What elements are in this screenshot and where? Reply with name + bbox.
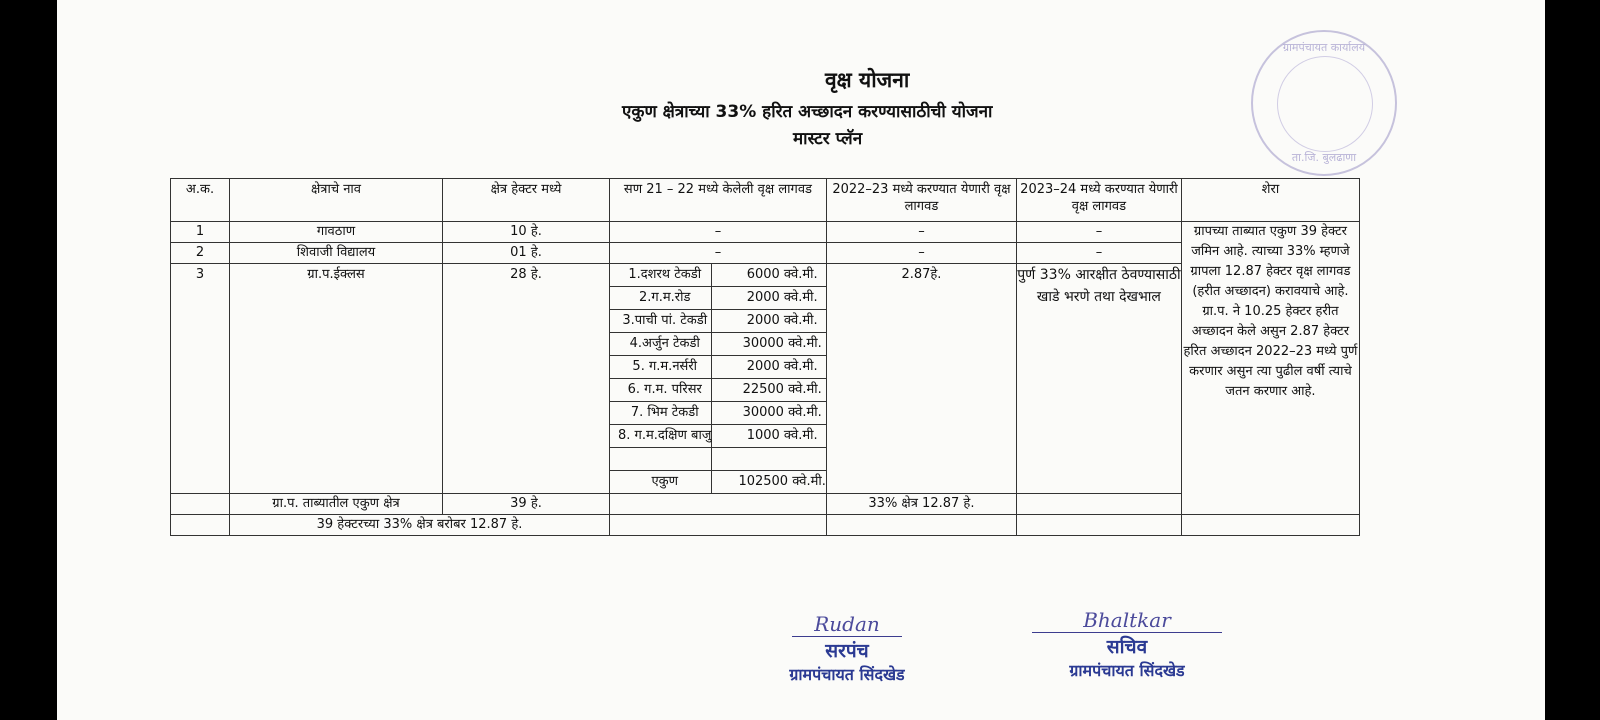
plantation-total-value: 102500 क्वे.मी.: [712, 471, 826, 494]
plantation-place: 8. ग.म.दक्षिण बाजु: [610, 425, 712, 448]
header-2023-24: 2023–24 मध्ये करण्यात येणारी वृक्ष लागवड: [1016, 179, 1181, 222]
table-row: [171, 515, 1360, 536]
office-seal: ग्रामपंचायत कार्यालय ता.जि. बुलढाणा: [1251, 30, 1397, 176]
table-row: 1 गावठाण 10 हे. – – – ग्रापच्या ताब्यात एकुण 39 हेक्टर जमिन आहे. त्याच्या 33% म्हणजे ग्रापला 12.87 हेक्टर वृक्ष लागवड (हरीत अच्छादन) करावयाचे आहे. ग्रा.प. ने 10.25 हेक्टर हरीत अच्छादन केले असुन 2.87 हेक्टर हरित अच्छादन 2022–23 मध्ये पुर्ण करणार असुन त्या पुढील वर्षी त्याचे जतन करणार आहे.: [171, 222, 1360, 243]
plantation-total-label: एकुण: [610, 471, 712, 494]
table-row: 3 ग्रा.प.ईक्लस 28 हे. 1.दशरथ टेकडी 6000 क्वे.मी. 2.87हे. पुर्ण 33% आरक्षीत ठेवण्यासाठी खाडे भरणे तथा देखभाल: [171, 264, 1360, 287]
header-sr-no: अ.क.: [171, 179, 230, 222]
signature-scrawl: Rudan: [814, 612, 880, 636]
header-2022-23: 2022–23 मध्ये करण्यात येणारी वृक्ष लागवड: [826, 179, 1016, 222]
signatory-office: ग्रामपंचायत सिंदखेड: [789, 665, 905, 684]
remarks-cell: ग्रापच्या ताब्यात एकुण 39 हेक्टर जमिन आहे. त्याच्या 33% म्हणजे ग्रापला 12.87 हेक्टर वृक्ष लागवड (हरीत अच्छादन) करावयाचे आहे. ग्रा.प. ने 10.25 हेक्टर हरीत अच्छादन केले असुन 2.87 हेक्टर हरित अच्छादन 2022–23 मध्ये पुर्ण करणार असुन त्या पुढील वर्षी त्याचे जतन करणार आहे.: [1181, 222, 1359, 515]
header-remarks: शेरा: [1181, 179, 1359, 222]
plantation-place: 7. भिम टेकडी: [610, 402, 712, 425]
plantation-place: 1.दशरथ टेकडी: [610, 264, 712, 287]
pct-note: 33% क्षेत्र 12.87 हे.: [826, 494, 1016, 515]
plantation-place: 6. ग.म. परिसर: [610, 379, 712, 402]
signatory-role: सरपंच: [825, 640, 869, 662]
plantation-area: 30000 क्वे.मी.: [712, 333, 826, 356]
plantation-place: 2.ग.म.रोड: [610, 287, 712, 310]
signature-scrawl: Bhaltkar: [1083, 608, 1171, 632]
document-page: [57, 0, 1545, 720]
total-area-value: 39 हे.: [443, 494, 610, 515]
document-title: वृक्ष योजना: [825, 68, 910, 92]
plantation-place: 3.पाची पां. टेकडी: [610, 310, 712, 333]
sarpanch-signature: [757, 612, 937, 685]
plantation-area: 2000 क्वे.मी.: [712, 287, 826, 310]
plantation-area: 22500 क्वे.मी.: [712, 379, 826, 402]
secretary-signature: [1012, 608, 1242, 681]
plantation-area: 2000 क्वे.मी.: [712, 356, 826, 379]
signatory-role: सचिव: [1106, 636, 1148, 658]
plantation-area: 6000 क्वे.मी.: [712, 264, 826, 287]
header-area-hectare: क्षेत्र हेक्टर मध्ये: [443, 179, 610, 222]
plantation-place: 4.अर्जुन टेकडी: [610, 333, 712, 356]
total-area-label: ग्रा.प. ताब्यातील एकुण क्षेत्र: [230, 494, 443, 515]
plantation-area: 30000 क्वे.मी.: [712, 402, 826, 425]
table-row: 2 शिवाजी विद्यालय 01 हे. – – –: [171, 243, 1360, 264]
document-subtitle-2: मास्टर प्लॅन: [793, 129, 863, 149]
header-area-name: क्षेत्राचे नाव: [230, 179, 443, 222]
document-subtitle: एकुण क्षेत्राच्या 33% हरित अच्छादन करण्यासाठीची योजना: [622, 102, 993, 122]
plantation-area: 1000 क्वे.मी.: [712, 425, 826, 448]
header-2021-22: सण 21 – 22 मध्ये केलेली वृक्ष लागवड: [610, 179, 827, 222]
plantation-place: 5. ग.म.नर्सरी: [610, 356, 712, 379]
signatory-office: ग्रामपंचायत सिंदखेड: [1069, 661, 1185, 680]
footer-note: 39 हेक्टरच्या 33% क्षेत्र बरोबर 12.87 हे.: [230, 515, 610, 536]
table-row: [171, 494, 1360, 515]
plantation-table: [170, 178, 1360, 536]
plantation-area: 2000 क्वे.मी.: [712, 310, 826, 333]
table-header-row: [171, 179, 1360, 222]
